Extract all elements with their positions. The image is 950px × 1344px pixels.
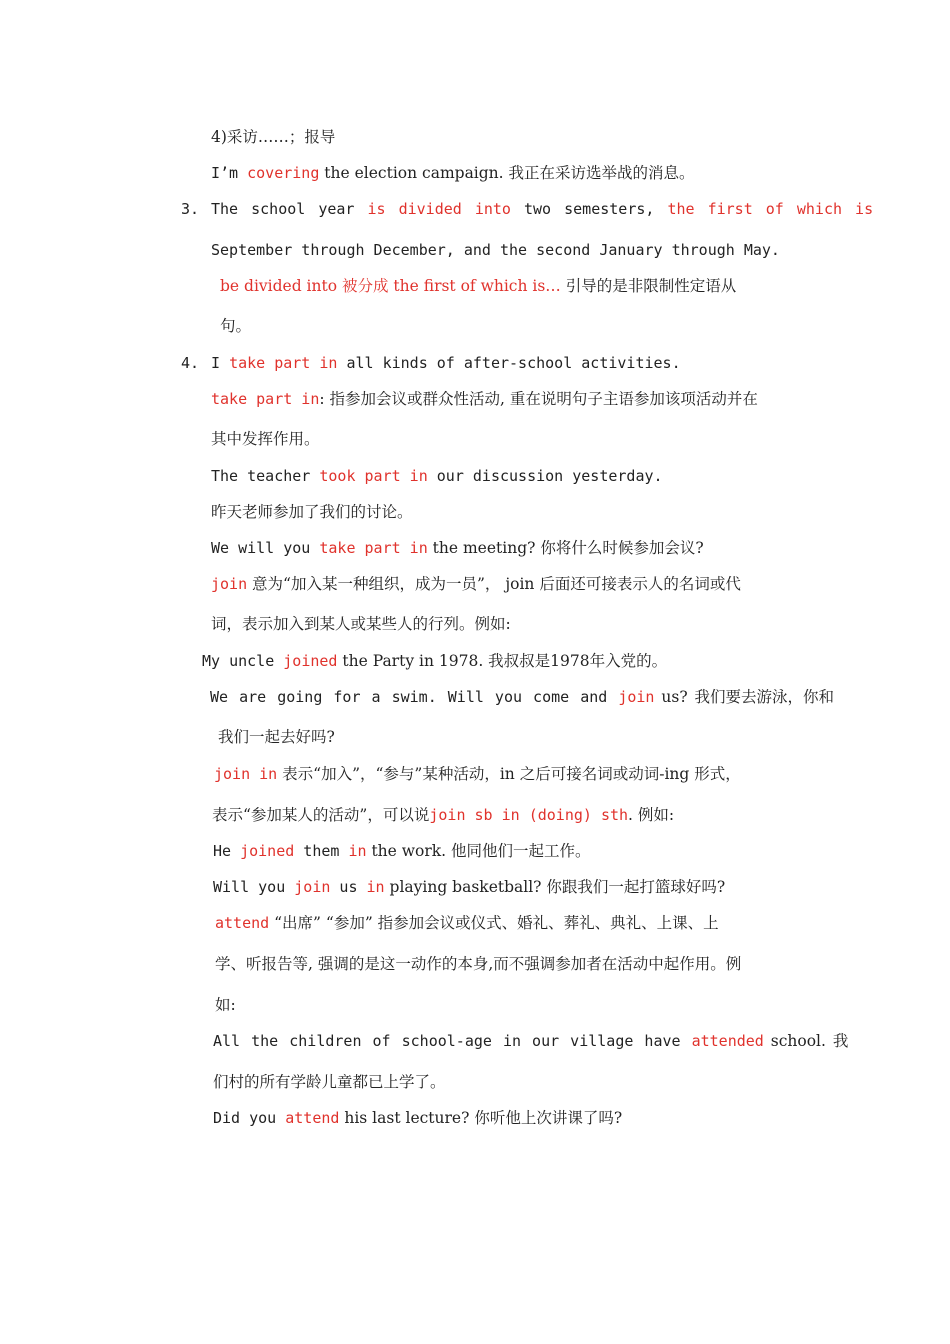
segment: 表示“加入”，“参与”某种活动，in 之后可接名词或动词-ing 形式， <box>277 765 741 783</box>
segment: us? 我们要去游泳，你和 <box>654 688 835 706</box>
line-covering-example <box>211 163 695 183</box>
highlight-take-part-in: take part in <box>211 390 320 408</box>
highlight-join-sb-in: join sb in (doing) sth <box>429 806 629 824</box>
segment: our discussion yesterday. <box>427 467 663 485</box>
segment: Will you <box>213 878 295 896</box>
segment: 引导的是非限制性定语从 <box>560 277 737 295</box>
line-swim-example-cont <box>218 727 335 747</box>
segment: 我们一起去好吗? <box>218 728 335 746</box>
highlight-is-divided-into: is divided into <box>367 200 511 218</box>
segment: two semesters, <box>510 200 668 218</box>
line-teacher-example <box>211 466 663 486</box>
segment: all kinds of after-school activities. <box>337 354 681 372</box>
segment: 昨天老师参加了我们的讨论。 <box>211 503 413 521</box>
line-attend-definition <box>215 913 719 933</box>
segment: We will you <box>211 539 320 557</box>
highlight-in: in <box>348 842 367 860</box>
line-join-definition <box>211 574 741 594</box>
highlight-in: in <box>366 878 385 896</box>
highlight-attend: attend <box>285 1109 340 1127</box>
line-uncle-example <box>202 651 667 671</box>
line-take-part-definition-cont <box>211 429 320 449</box>
highlight-attended: attended <box>691 1032 764 1050</box>
segment: playing basketball? 你跟我们一起打篮球好吗? <box>384 878 726 896</box>
line-village-example-cont <box>213 1072 446 1092</box>
highlight-take-part-in: take part in <box>229 354 338 372</box>
line-join-in-definition <box>214 764 741 784</box>
segment: We are going for a swim. Will you come and <box>210 688 619 706</box>
highlight-join: join <box>211 575 248 593</box>
highlight-join-in: join in <box>214 765 278 783</box>
highlight-covering: covering <box>247 164 320 182</box>
segment: 如: <box>215 996 236 1014</box>
segment: September through December, and the second January through May. <box>211 241 780 259</box>
segment: All the children of school-age in our village have <box>213 1032 692 1050</box>
line-attend-definition-end <box>215 995 236 1015</box>
highlight-attend: attend <box>215 914 270 932</box>
line-join-definition-cont <box>211 614 511 634</box>
segment: the election campaign. 我正在采访选举战的消息。 <box>319 164 695 182</box>
segment: My uncle <box>202 652 284 670</box>
segment: He <box>213 842 241 860</box>
line-teacher-translation <box>211 502 413 522</box>
line-village-example <box>213 1031 848 1051</box>
highlight-take-part-in: take part in <box>319 539 428 557</box>
line-text: 4)采访……；报导 <box>211 128 336 146</box>
line-take-part-definition <box>211 389 758 409</box>
line-semester-months <box>211 240 780 260</box>
line-meeting-example <box>211 538 704 558</box>
segment: The school year <box>211 200 368 218</box>
highlight-be-divided-into: be divided into 被分成 the first of which is… <box>220 277 561 295</box>
highlight-join: join <box>618 688 655 706</box>
segment: I’m <box>211 164 248 182</box>
segment: the meeting? 你将什么时候参加会议? <box>427 539 704 557</box>
segment: them <box>294 842 349 860</box>
line-attend-definition-cont <box>215 954 741 974</box>
segment: The teacher <box>211 467 320 485</box>
highlight-joined: joined <box>240 842 295 860</box>
line-take-part <box>211 353 681 373</box>
line-work-example <box>213 841 591 861</box>
line-interview-sense <box>211 127 335 147</box>
line-basketball-example <box>213 877 725 897</box>
segment: 们村的所有学龄儿童都已上学了。 <box>213 1073 446 1091</box>
line-grammar-note-cont <box>220 316 251 336</box>
highlight-first-of-which: the first of which is <box>667 200 874 218</box>
segment: 句。 <box>220 317 252 335</box>
segment: I <box>211 354 230 372</box>
segment: 表示“参加某人的活动”，可以说 <box>212 806 430 824</box>
line-school-year <box>211 199 873 219</box>
highlight-took-part-in: took part in <box>319 467 428 485</box>
segment: Did you <box>213 1109 286 1127</box>
segment: the work. 他同他们一起工作。 <box>366 842 591 860</box>
highlight-joined: joined <box>283 652 338 670</box>
line-lecture-example <box>213 1108 622 1128</box>
segment: us <box>330 878 367 896</box>
segment: 词，表示加入到某人或某些人的行列。例如: <box>211 615 511 633</box>
segment: . 例如: <box>628 806 675 824</box>
line-grammar-note <box>220 276 736 296</box>
line-join-in-definition-cont <box>212 805 674 825</box>
line-swim-example <box>210 687 834 707</box>
segment: his last lecture? 你听他上次讲课了吗? <box>339 1109 623 1127</box>
segment: 意为“加入某一种组织，成为一员”， join 后面还可接表示人的名词或代 <box>247 575 741 593</box>
segment: the Party in 1978. 我叔叔是1978年入党的。 <box>337 652 668 670</box>
segment: school. 我 <box>763 1032 849 1050</box>
segment: 其中发挥作用。 <box>211 430 320 448</box>
segment: 学、听报告等, 强调的是这一动作的本身,而不强调参加者在活动中起作用。例 <box>215 955 742 973</box>
segment: : 指参加会议或群众性活动, 重在说明句子主语参加该项活动并在 <box>319 390 758 408</box>
segment: “出席” “参加” 指参加会议或仪式、婚礼、葬礼、典礼、上课、上 <box>269 914 719 932</box>
item-number-3: 3. <box>181 200 200 218</box>
item-number-4: 4. <box>181 354 200 372</box>
highlight-join: join <box>294 878 331 896</box>
